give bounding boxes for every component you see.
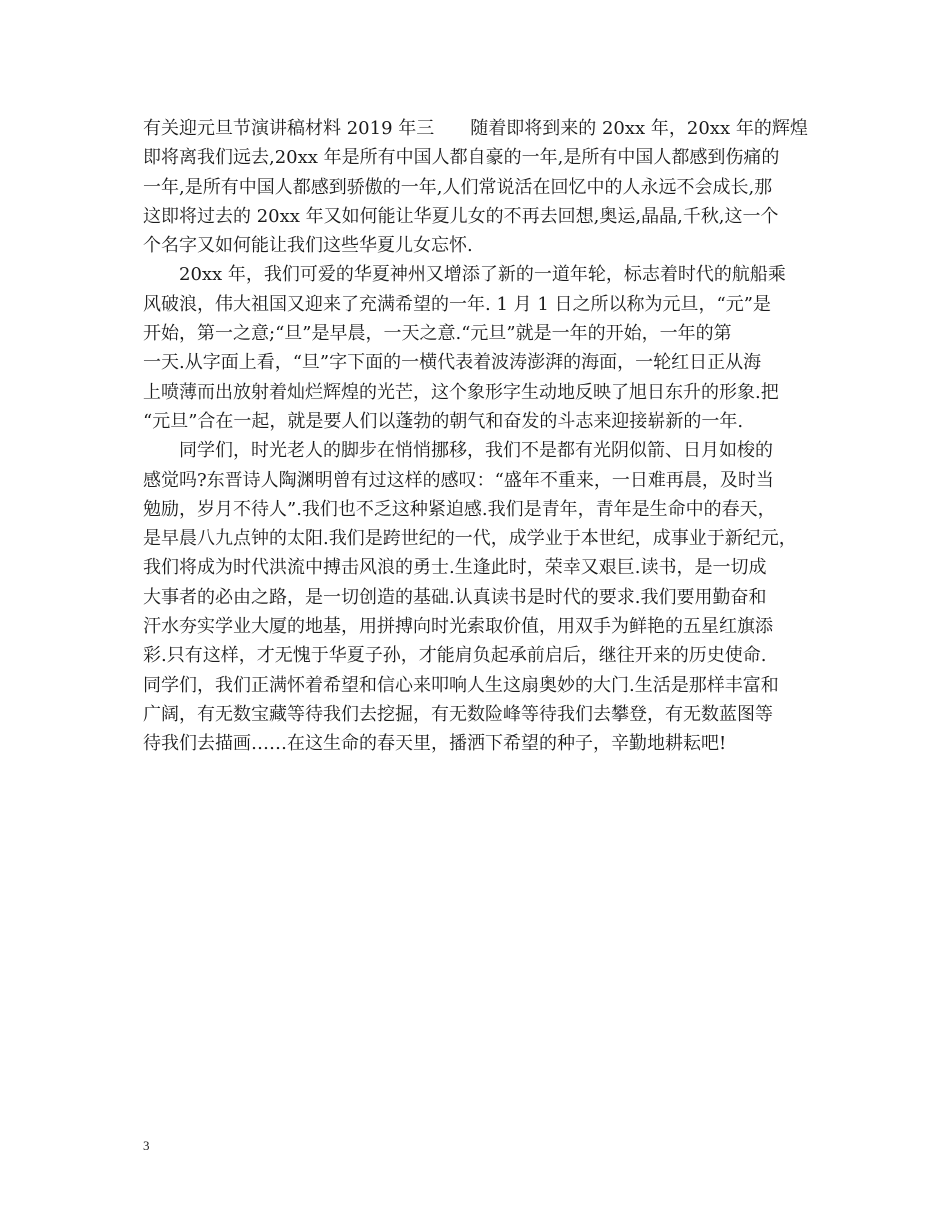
text-line: 20xx 年，我们可爱的华夏神州又增添了新的一道年轮，标志着时代的航船乘 [179, 264, 786, 286]
text-line: 大事者的必由之路，是一切创造的基础.认真读书是时代的要求.我们要用勤奋和 [143, 586, 767, 608]
text-line: 有关迎元旦节演讲稿材料 2019 年三 随着即将到来的 20xx 年，20xx 年的辉煌 [143, 118, 808, 139]
document-body [143, 114, 823, 759]
text-line: 开始，第一之意;“旦”是早晨，一天之意.“元旦”就是一年的开始，一年的第 [143, 323, 732, 345]
text-line: 个名字又如何能让我们这些华夏儿女忘怀. [143, 235, 473, 257]
paragraph-call-to-students [143, 436, 823, 758]
text-line: 风破浪，伟大祖国又迎来了充满希望的一年. 1 月 1 日之所以称为元旦，“元”是 [143, 293, 771, 315]
page-number: 3 [143, 1138, 150, 1153]
paragraph-intro [143, 114, 823, 260]
text-line: 上喷薄而出放射着灿烂辉煌的光芒，这个象形字生动地反映了旭日东升的形象.把 [143, 381, 779, 403]
text-line: 同学们，我们正满怀着希望和信心来叩响人生这扇奥妙的大门.生活是那样丰富和 [143, 674, 779, 696]
text-line: 一年,是所有中国人都感到骄傲的一年,人们常说活在回忆中的人永远不会成长,那 [143, 176, 773, 198]
text-line: 这即将过去的 20xx 年又如何能让华夏儿女的不再去回想,奥运,晶晶,千秋,这一个 [143, 205, 779, 227]
text-line: 一天.从字面上看，“旦”字下面的一横代表着波涛澎湃的海面，一轮红日正从海 [143, 352, 762, 374]
text-line: 广阔，有无数宝藏等待我们去挖掘，有无数险峰等待我们去攀登，有无数蓝图等 [143, 703, 773, 725]
text-line: 勉励，岁月不待人”.我们也不乏这种紧迫感.我们是青年，青年是生命中的春天， [143, 498, 776, 520]
text-line: 是早晨八九点钟的太阳.我们是跨世纪的一代，成学业于本世纪，成事业于新纪元， [143, 528, 797, 550]
text-line: 待我们去描画……在这生命的春天里，播洒下希望的种子，辛勤地耕耘吧! [143, 733, 727, 755]
text-line: 同学们，时光老人的脚步在悄悄挪移，我们不是都有光阴似箭、日月如梭的 [179, 440, 773, 462]
text-line: 彩.只有这样，才无愧于华夏子孙，才能肩负起承前启后，继往开来的历史使命. [143, 645, 767, 667]
text-line: “元旦”合在一起，就是要人们以蓬勃的朝气和奋发的斗志来迎接崭新的一年. [143, 410, 744, 432]
text-line: 即将离我们远去,20xx 年是所有中国人都自豪的一年,是所有中国人都感到伤痛的 [143, 147, 780, 169]
paragraph-new-year-meaning [143, 260, 823, 436]
text-line: 汗水夯实学业大厦的地基，用拼搏向时光索取价值，用双手为鲜艳的五星红旗添 [143, 616, 773, 638]
text-line: 我们将成为时代洪流中搏击风浪的勇士.生逢此时，荣幸又艰巨.读书，是一切成 [143, 557, 767, 579]
text-line: 感觉吗?东晋诗人陶渊明曾有过这样的感叹：“盛年不重来，一日难再晨，及时当 [143, 469, 774, 491]
